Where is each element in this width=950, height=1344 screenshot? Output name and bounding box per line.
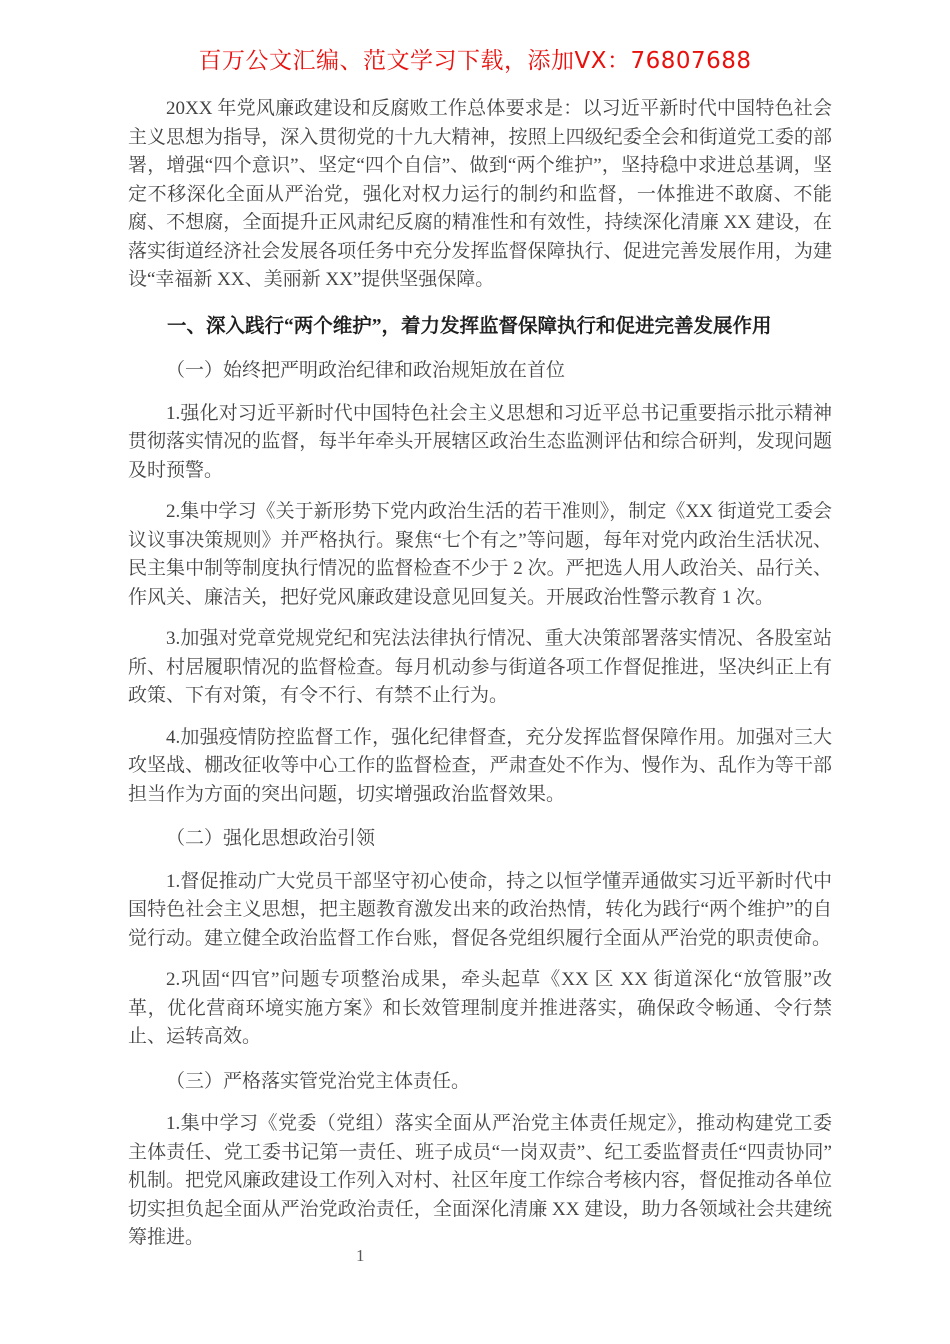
intro-paragraph: 20XX 年党风廉政建设和反腐败工作总体要求是：以习近平新时代中国特色社会主义思想为指导，深入贯彻党的十九大精神，按照上四级纪委全会和街道党工委的部署，增强“四个意识”、坚定“四个自信”、做到“两个维护”，坚持稳中求进总基调，坚定不移深化全面从严治党，强化对权力运行的制约和监督，一体推进不敢腐、不能腐、不想腐，全面提升正风肃纪反腐的精准性和有效性，持续深化清廉 XX 建设，在落实街道经济社会发展各项任务中充分发挥监督保障执行、促进完善发展作用，为建设“幸福新 XX、美丽新 XX”提供坚强保障。 (128, 98, 832, 290)
item-1-1-1: 1.强化对习近平新时代中国特色社会主义思想和习近平总书记重要指示批示精神贯彻落实情况的监督，每半年牵头开展辖区政治生态监测评估和综合研判，发现问题及时预警。 (128, 402, 832, 481)
item-1-1-2: 2.集中学习《关于新形势下党内政治生活的若干准则》，制定《XX 街道党工委会议议事决策规则》并严格执行。聚焦“七个有之”等问题，每年对党内政治生活状况、民主集中制等制度执行情况的监督检查不少于 2 次。严把选人用人政治关、品行关、作风关、廉洁关，把好党风廉政建设意见回复关。开展政治性警示教育 1 次。 (128, 501, 832, 608)
subheading-1-2: （二）强化思想政治引领 (166, 828, 376, 849)
subheading-1-1: （一）始终把严明政治纪律和政治规矩放在首位 (166, 360, 566, 381)
item-1-1-3: 3.加强对党章党规党纪和宪法法律执行情况、重大决策部署落实情况、各股室站所、村居履职情况的监督检查。每月机动参与街道各项工作督促推进，坚决纠正上有政策、下有对策，有令不行、有禁不止行为。 (128, 628, 832, 706)
item-1-2-2: 2.巩固“四官”问题专项整治成果，牵头起草《XX 区 XX 街道深化“放管服”改革，优化营商环境实施方案》和长效管理制度并推进落实，确保政令畅通、令行禁止、运转高效。 (128, 969, 832, 1047)
subheading-1-3: （三）严格落实管党治党主体责任。 (166, 1070, 471, 1092)
promo-banner: 百万公文汇编、范文学习下载，添加VX：76807688 (198, 48, 752, 74)
document-body (128, 95, 832, 1253)
item-1-3-1: 1.集中学习《党委（党组）落实全面从严治党主体责任规定》，推动构建党工委主体责任、党工委书记第一责任、班子成员“一岗双责”、纪工委监督责任“四责协同”机制。把党风廉政建设工作列入对村、社区年度工作综合考核内容，督促推动各单位切实担负起全面从严治党政治责任，全面深化清廉 XX 建设，助力各领域社会共建统筹推进。 (128, 1113, 832, 1248)
item-1-2-1: 1.督促推动广大党员干部坚守初心使命，持之以恒学懂弄通做实习近平新时代中国特色社会主义思想，把主题教育激发出来的政治热情，转化为践行“两个维护”的自觉行动。建立健全政治监督工作台账，督促各党组织履行全面从严治党的职责使命。 (128, 870, 832, 949)
section-heading-1: 一、深入践行“两个维护”，着力发挥监督保障执行和促进完善发展作用 (167, 315, 772, 337)
page-number: 1 (356, 1246, 365, 1265)
item-1-1-4: 4.加强疫情防控监督工作，强化纪律督查，充分发挥监督保障作用。加强对三大攻坚战、棚改征收等中心工作的监督检查，严肃查处不作为、慢作为、乱作为等干部担当作为方面的突出问题，切实增强政治监督效果。 (128, 726, 832, 805)
